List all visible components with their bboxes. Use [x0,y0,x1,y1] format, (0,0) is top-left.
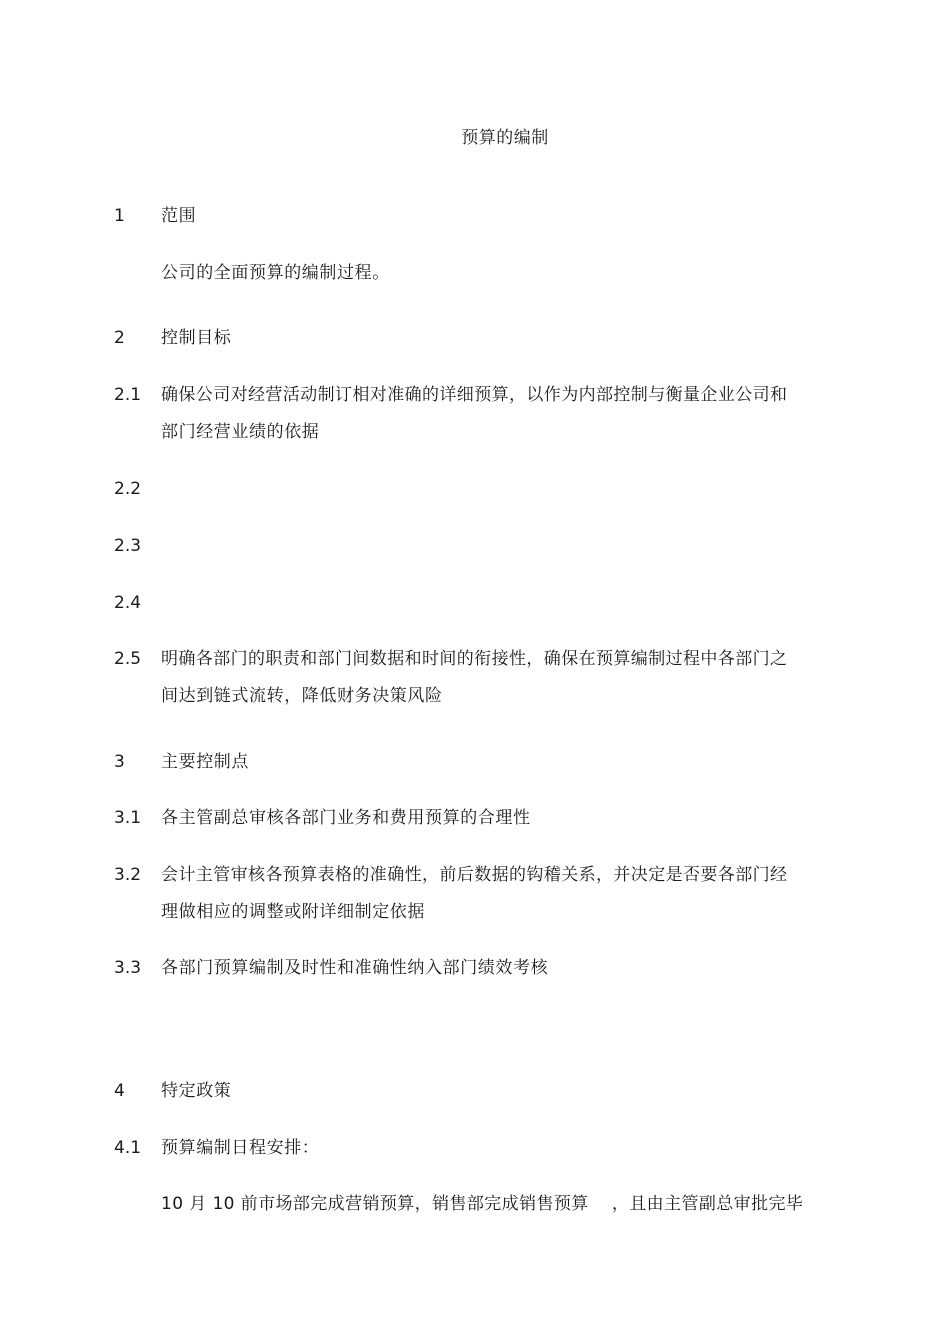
section-heading: 特定政策 [161,1081,232,1101]
paragraph-text: 公司的全面预算的编制过程。 [161,263,390,283]
section-number: 2.5 [114,649,142,669]
paragraph-line: 部门经营业绩的依据 [161,422,320,442]
section-number: 2.4 [114,593,142,613]
paragraph-line: 间达到链式流转，降低财务决策风险 [161,686,443,706]
document-title: 预算的编制 [461,128,549,148]
section-number: 3.3 [114,958,142,978]
paragraph-line: 各主管副总审核各部门业务和费用预算的合理性 [161,808,531,828]
section-number: 2.2 [114,479,142,499]
section-number: 2.1 [114,385,142,405]
section-heading: 主要控制点 [161,752,249,772]
section-number: 4.1 [114,1138,142,1158]
paragraph-line: 理做相应的调整或附详细制定依据 [161,902,425,922]
section-number: 3 [114,752,125,772]
section-number: 2 [114,328,125,348]
paragraph-line: 预算编制日程安排： [161,1138,320,1158]
section-number: 1 [114,206,125,226]
section-heading: 范围 [161,206,197,226]
paragraph-line: 明确各部门的职责和部门间数据和时间的衔接性，确保在预算编制过程中各部门之 [161,649,788,669]
paragraph-line: 各部门预算编制及时性和准确性纳入部门绩效考核 [161,958,549,978]
section-number: 4 [114,1081,125,1101]
section-heading: 控制目标 [161,328,232,348]
paragraph-line: 确保公司对经营活动制订相对准确的详细预算，以作为内部控制与衡量企业公司和 [161,385,788,405]
section-number: 2.3 [114,536,142,556]
section-number: 3.1 [114,808,142,828]
paragraph-line: 会计主管审核各预算表格的准确性，前后数据的钩稽关系，并决定是否要各部门经 [161,865,788,885]
paragraph-line: 10 月 10 前市场部完成营销预算，销售部完成销售预算 ，且由主管副总审批完毕 [161,1194,804,1214]
section-number: 3.2 [114,865,142,885]
